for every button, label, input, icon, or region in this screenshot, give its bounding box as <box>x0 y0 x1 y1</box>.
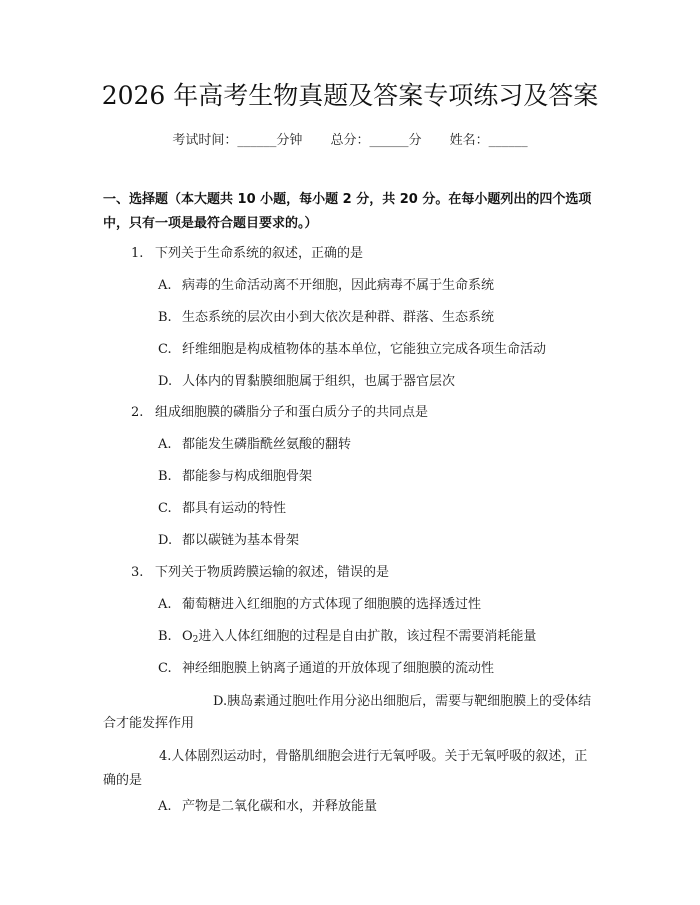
option-label: B. <box>158 469 172 484</box>
student-name-field: 姓名：______ <box>449 133 528 148</box>
question-3 <box>131 563 389 583</box>
question-stem: 下列关于生命系统的叙述，正确的是 <box>155 246 364 261</box>
question-2 <box>131 403 428 423</box>
question-stem: 组成细胞膜的磷脂分子和蛋白质分子的共同点是 <box>155 405 429 420</box>
option-text-rest: 进入人体红细胞的过程是自由扩散，该过程不需要消耗能量 <box>198 629 537 644</box>
question-number: 1. <box>131 246 144 261</box>
option-text <box>182 629 536 644</box>
option-2a <box>158 435 351 455</box>
option-text: 神经细胞膜上钠离子通道的开放体现了细胞膜的流动性 <box>182 661 495 676</box>
oxygen-symbol: O <box>182 629 193 644</box>
option-1b <box>158 308 494 328</box>
option-text: 都具有运动的特性 <box>182 501 287 516</box>
option-text: 生态系统的层次由小到大依次是种群、群落、生态系统 <box>182 310 495 325</box>
oxygen-subscript: 2 <box>192 635 199 645</box>
total-score-field: 总分：______分 <box>330 133 422 148</box>
option-text: 都以碳链为基本骨架 <box>182 533 300 548</box>
option-3c <box>158 659 494 679</box>
section-heading: 一、选择题（本大题共 10 小题，每小题 2 分，共 20 分。在每小题列出的四个选项中，只有一项是最符合题目要求的。） <box>103 192 592 231</box>
question-number: 2. <box>131 405 144 420</box>
option-2d <box>158 531 299 551</box>
option-label: C. <box>158 501 172 516</box>
option-label: B. <box>158 629 172 644</box>
option-3b <box>158 627 536 650</box>
option-text: 病毒的生命活动离不开细胞，因此病毒不属于生命系统 <box>182 278 495 293</box>
option-label: C. <box>158 342 172 357</box>
exam-meta <box>0 131 700 151</box>
option-label: A. <box>158 278 172 293</box>
option-4a <box>158 797 377 817</box>
option-1a <box>158 276 494 296</box>
option-text: 胰岛素通过胞吐作用分泌出细胞后，需要与靶细胞膜上的受体结合才能发挥作用 <box>103 694 592 731</box>
option-1d <box>158 372 455 392</box>
option-label: C. <box>158 661 172 676</box>
option-label: A. <box>158 597 172 612</box>
option-1c <box>158 340 546 360</box>
option-text: 葡萄糖进入红细胞的方式体现了细胞膜的选择透过性 <box>182 597 482 612</box>
option-3d <box>103 691 598 735</box>
option-text: 都能发生磷脂酰丝氨酸的翻转 <box>182 437 352 452</box>
option-2c <box>158 499 286 519</box>
question-number: 4. <box>159 749 172 764</box>
option-label: A. <box>158 799 172 814</box>
question-1 <box>131 244 363 264</box>
question-stem: 人体剧烈运动时，骨骼肌细胞会进行无氧呼吸。关于无氧呼吸的叙述，正确的是 <box>103 749 588 788</box>
option-label: A. <box>158 437 172 452</box>
question-4 <box>103 745 598 793</box>
option-2b <box>158 467 312 487</box>
option-label: D. <box>158 374 173 389</box>
question-number: 3. <box>131 565 144 580</box>
option-text: 人体内的胃黏膜细胞属于组织，也属于器官层次 <box>182 374 456 389</box>
page-title: 2026 年高考生物真题及答案专项练习及答案 <box>101 81 599 110</box>
question-stem: 下列关于物质跨膜运输的叙述，错误的是 <box>155 565 390 580</box>
exam-time-field: 考试时间：______分钟 <box>172 133 303 148</box>
option-text: 纤维细胞是构成植物体的基本单位，它能独立完成各项生命活动 <box>182 342 547 357</box>
option-label: B. <box>158 310 172 325</box>
option-text: 都能参与构成细胞骨架 <box>182 469 313 484</box>
option-label: D. <box>213 694 228 709</box>
option-label: D. <box>158 533 173 548</box>
option-3a <box>158 595 481 615</box>
option-text: 产物是二氧化碳和水，并释放能量 <box>182 799 378 814</box>
